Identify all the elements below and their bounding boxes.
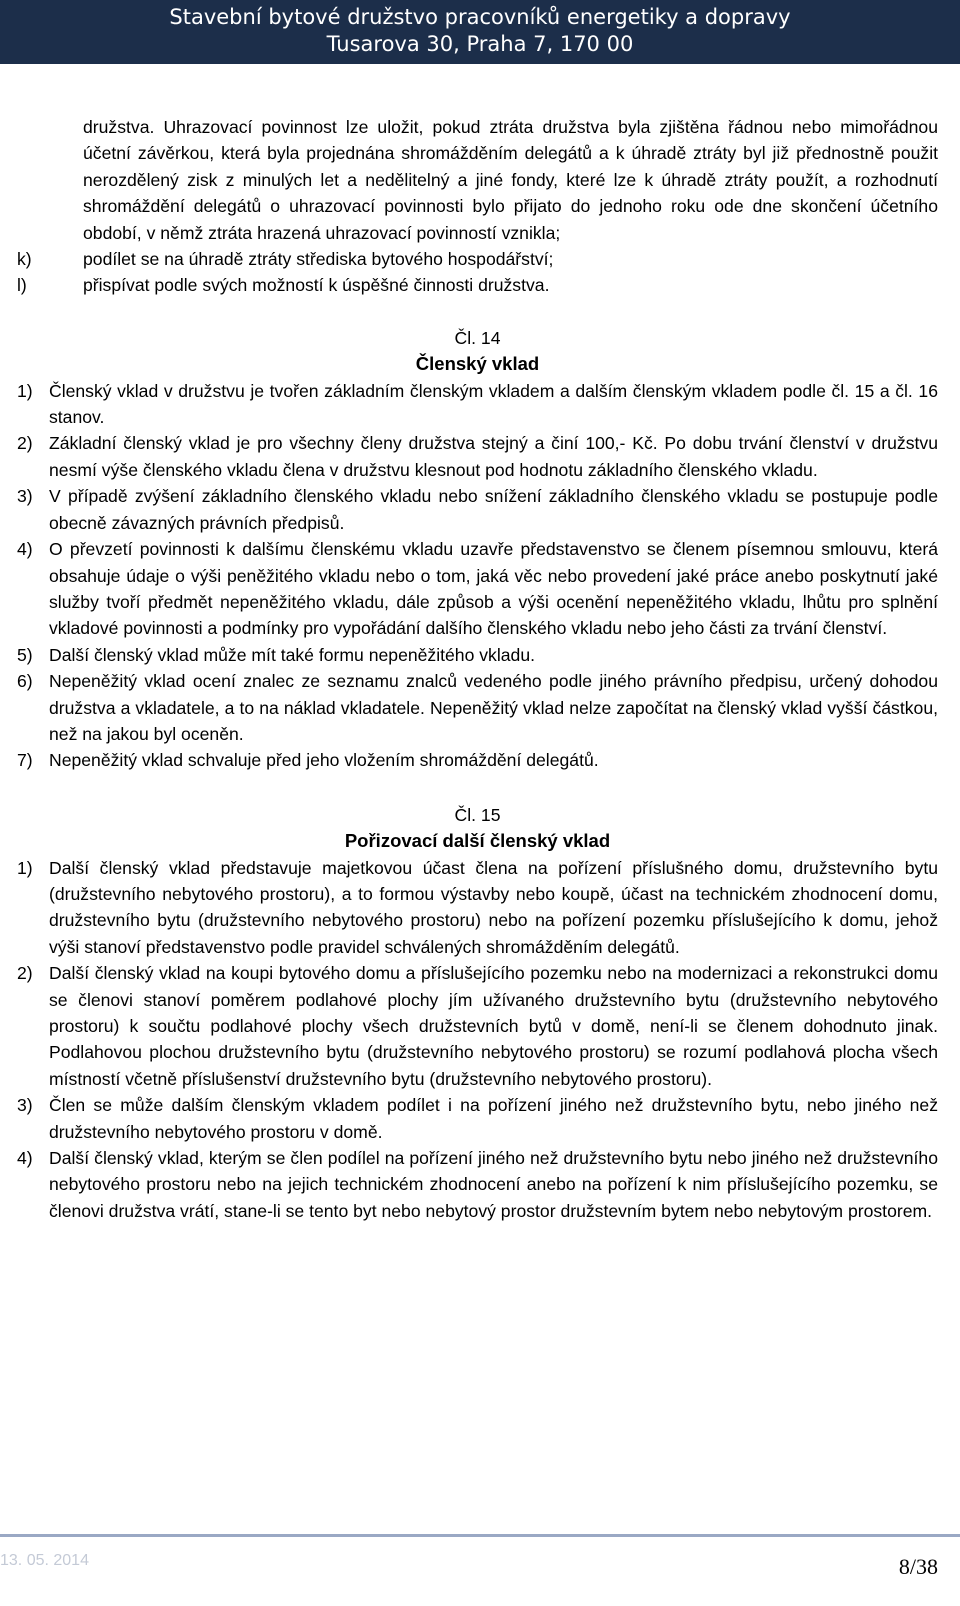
item-text: V případě zvýšení základního členského vkladu nebo snížení základního členského vkladu se postupuje podle obecně závazných právních předpisů. — [49, 486, 938, 533]
item-text: Další členský vklad představuje majetkovou účast člena na pořízení příslušného domu, družstevního bytu (družstevního nebytového prostoru), a to formou výstavby nebo koupě, účast na technickém zhodnocení domu, družstevního bytu (družstevního nebytového prostoru) nebo na pořízení pozemku příslušejícího k domu, jehož výši stanoví představenstvo podle pravidel schválených shromážděním delegátů. — [49, 857, 938, 957]
item-text: Další členský vklad může mít také formu nepeněžitého vkladu. — [49, 644, 536, 665]
numbered-item — [17, 855, 938, 961]
list-item — [17, 246, 938, 272]
numbered-item — [17, 1092, 938, 1145]
list-text: přispívat podle svých možností k úspěšné činnosti družstva. — [83, 275, 550, 296]
item-text: Nepeněžitý vklad ocení znalec ze seznamu znalců vedeného podle jiného právního předpisu, určený dohodou družstva a vkladatele, a to na náklad vkladatele. Nepeněžitý vklad nelze započítat na členský vklad vyšší částkou, než na jakou byl oceněn. — [49, 671, 938, 744]
section-number: Čl. 15 — [454, 804, 501, 825]
section-number: Čl. 14 — [454, 327, 501, 348]
section-title: Pořizovací další členský vklad — [344, 830, 611, 852]
item-text: Člen se může dalším členským vkladem podílet i na pořízení jiného než družstevního bytu, nebo jiného než družstevního nebytového prostoru v domě. — [49, 1095, 938, 1142]
numbered-item — [17, 642, 938, 668]
page-number: 8/38 — [898, 1554, 938, 1579]
item-number: 5) — [17, 644, 33, 665]
numbered-item — [17, 747, 938, 773]
item-number: 4) — [17, 539, 33, 560]
header-org-name: Stavební bytové družstvo pracovníků energetiky a dopravy — [169, 5, 791, 29]
numbered-item — [17, 668, 938, 747]
item-number: 6) — [17, 671, 33, 692]
page-footer — [0, 1534, 960, 1606]
item-number: 2) — [17, 963, 33, 984]
item-text: Členský vklad v družstvu je tvořen základním členským vkladem a dalším členským vkladem podle čl. 15 a čl. 16 stanov. — [49, 380, 938, 428]
item-number: 1) — [17, 380, 33, 401]
item-number: 3) — [17, 1095, 33, 1116]
item-number: 2) — [17, 433, 33, 454]
section-title: Členský vklad — [415, 353, 540, 375]
item-number: 3) — [17, 486, 33, 507]
header-address: Tusarova 30, Praha 7, 170 00 — [326, 32, 634, 56]
footer-divider — [0, 1534, 960, 1537]
item-number: 7) — [17, 750, 33, 771]
document-body — [17, 114, 938, 1224]
numbered-item — [17, 378, 938, 431]
numbered-item — [17, 430, 938, 483]
item-text: Další členský vklad, kterým se člen podílel na pořízení jiného než družstevního bytu nebo jiného než družstevního nebytového prostoru nebo na jejich technickém zhodnocení anebo na pořízení k nim příslušejícího pozemku, se členovi družstva vrátí, stane-li se tento byt nebo nebytový prostor družstevním bytem nebo nebytovým prostorem. — [49, 1148, 938, 1221]
numbered-item — [17, 483, 938, 536]
page-header — [0, 0, 960, 64]
item-text: Základní členský vklad je pro všechny členy družstva stejný a činí 100,- Kč. Po dobu trvání členství v družstvu nesmí výše členského vkladu člena v družstvu klesnout pod hodnotu základního členského vkladu. — [49, 433, 938, 480]
list-label: k) — [17, 249, 32, 270]
item-number: 4) — [17, 1148, 33, 1169]
list-label: l) — [17, 275, 27, 296]
item-number: 1) — [17, 857, 33, 878]
footer-date: 13. 05. 2014 — [0, 1552, 89, 1569]
list-text: podílet se na úhradě ztráty střediska bytového hospodářství; — [83, 249, 554, 270]
numbered-item — [17, 536, 938, 642]
item-text: Nepeněžitý vklad schvaluje před jeho vložením shromáždění delegátů. — [49, 750, 599, 771]
list-item — [17, 272, 938, 298]
numbered-item — [17, 960, 938, 1092]
item-text: O převzetí povinnosti k dalšímu členskému vkladu uzavře představenstvo se členem písemnou smlouvu, která obsahuje údaje o výši peněžitého vkladu nebo o tom, jaká věc nebo provedení jaké práce anebo poskytnutí jaké služby tvoří předmět nepeněžitého vkladu, dále způsob a výši ocenění nepeněžitého vkladu, lhůtu pro splnění vkladové povinnosti a podmínky pro vypořádání dalšího členského vkladu nebo jeho části za trvání členství. — [49, 539, 938, 639]
item-text: Další členský vklad na koupi bytového domu a příslušejícího pozemku nebo na modernizaci a rekonstrukci domu se členovi stanoví poměrem podlahové plochy jím užívaného družstevního bytu (družstevního nebytového prostoru) k součtu podlahové plochy všech družstevních bytů v domě, není-li se členem dohodnuto jinak. Podlahovou plochou družstevního bytu (družstevního nebytového prostoru) se rozumí podlahová plocha všech místností včetně příslušenství družstevního bytu (družstevního nebytového prostoru). — [49, 963, 938, 1089]
numbered-item — [17, 1145, 938, 1224]
intro-paragraph: družstva. Uhrazovací povinnost lze uložit, pokud ztráta družstva byla zjištěna řádnou nebo mimořádnou účetní závěrkou, která byla projednána shromážděním delegátů a k úhradě ztráty byl již přednostně použit nerozdělený zisk z minulých let a nedělitelný a jiné fondy, které lze k úhradě ztráty použít, a rozhodnutí shromáždění delegátů o uhrazovací povinnosti bylo přijato do jednoho roku ode dne skončení účetního období, v němž ztráta hrazená uhrazovací povinností vznikla; — [83, 117, 938, 243]
